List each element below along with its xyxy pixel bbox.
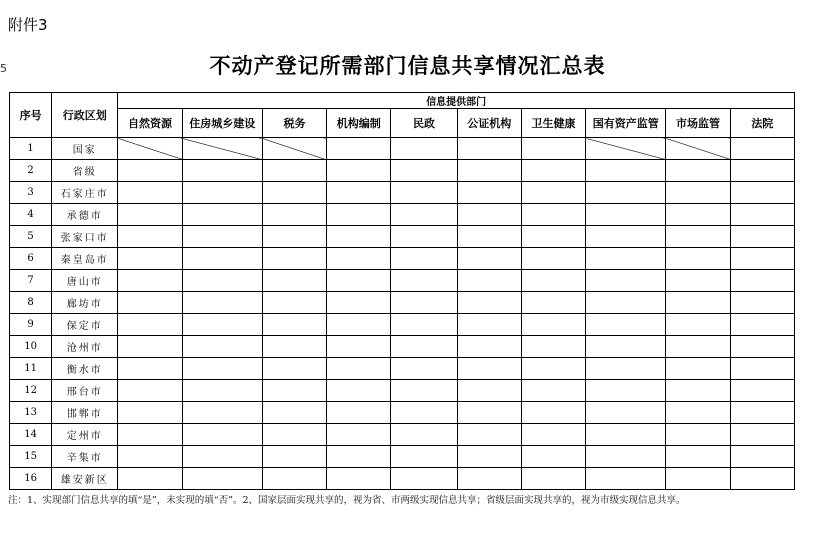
status-cell[interactable] [262, 424, 326, 446]
status-cell[interactable] [327, 358, 391, 380]
status-cell[interactable] [521, 424, 585, 446]
status-cell[interactable] [730, 138, 794, 160]
status-cell[interactable] [118, 270, 182, 292]
status-cell[interactable] [262, 160, 326, 182]
status-cell[interactable] [666, 204, 730, 226]
status-cell[interactable] [666, 248, 730, 270]
status-cell[interactable] [457, 292, 521, 314]
region-name: 国家 [52, 138, 118, 160]
summary-table [9, 92, 795, 490]
status-cell[interactable] [730, 204, 794, 226]
status-cell[interactable] [262, 358, 326, 380]
status-cell[interactable] [262, 314, 326, 336]
status-cell[interactable] [730, 270, 794, 292]
table-row [10, 138, 795, 160]
status-cell[interactable] [118, 358, 182, 380]
status-cell[interactable] [327, 468, 391, 490]
status-cell[interactable] [327, 402, 391, 424]
status-cell[interactable] [666, 270, 730, 292]
table-row [10, 402, 795, 424]
status-cell[interactable] [666, 182, 730, 204]
status-cell[interactable] [327, 160, 391, 182]
status-cell[interactable] [521, 468, 585, 490]
status-cell[interactable] [327, 446, 391, 468]
status-cell[interactable] [327, 424, 391, 446]
status-cell[interactable] [182, 226, 262, 248]
status-cell[interactable] [457, 160, 521, 182]
header-dept: 民政 [391, 109, 457, 138]
status-cell[interactable] [730, 468, 794, 490]
table-row [10, 248, 795, 270]
status-cell[interactable] [730, 380, 794, 402]
status-cell[interactable] [262, 380, 326, 402]
status-cell[interactable] [391, 138, 457, 160]
status-cell[interactable] [391, 204, 457, 226]
status-cell[interactable] [182, 402, 262, 424]
status-cell[interactable] [391, 468, 457, 490]
status-cell[interactable] [521, 314, 585, 336]
row-number: 16 [10, 468, 52, 490]
status-cell[interactable] [118, 424, 182, 446]
table-row [10, 446, 795, 468]
status-cell[interactable] [327, 248, 391, 270]
region-name: 承德市 [52, 204, 118, 226]
status-cell[interactable] [586, 358, 666, 380]
status-cell[interactable] [182, 160, 262, 182]
status-cell[interactable] [521, 446, 585, 468]
region-name: 张家口市 [52, 226, 118, 248]
status-cell[interactable] [118, 204, 182, 226]
status-cell[interactable] [262, 446, 326, 468]
region-name: 唐山市 [52, 270, 118, 292]
region-name: 辛集市 [52, 446, 118, 468]
status-cell[interactable] [327, 270, 391, 292]
status-cell[interactable] [391, 402, 457, 424]
status-cell[interactable] [118, 314, 182, 336]
status-cell[interactable] [182, 468, 262, 490]
status-cell[interactable] [457, 182, 521, 204]
status-cell[interactable] [391, 380, 457, 402]
status-cell[interactable] [118, 468, 182, 490]
status-cell[interactable] [262, 270, 326, 292]
table-row [10, 424, 795, 446]
not-applicable-cell [118, 138, 182, 160]
status-cell[interactable] [262, 248, 326, 270]
table-row [10, 336, 795, 358]
not-applicable-cell [586, 138, 666, 160]
status-cell[interactable] [182, 314, 262, 336]
status-cell[interactable] [730, 446, 794, 468]
status-cell[interactable] [118, 402, 182, 424]
status-cell[interactable] [262, 468, 326, 490]
status-cell[interactable] [262, 182, 326, 204]
status-cell[interactable] [586, 446, 666, 468]
status-cell[interactable] [521, 380, 585, 402]
status-cell[interactable] [182, 204, 262, 226]
status-cell[interactable] [457, 248, 521, 270]
region-name: 省级 [52, 160, 118, 182]
status-cell[interactable] [457, 204, 521, 226]
status-cell[interactable] [182, 446, 262, 468]
status-cell[interactable] [521, 204, 585, 226]
status-cell[interactable] [730, 402, 794, 424]
status-cell[interactable] [182, 380, 262, 402]
status-cell[interactable] [521, 226, 585, 248]
status-cell[interactable] [118, 226, 182, 248]
status-cell[interactable] [262, 336, 326, 358]
status-cell[interactable] [586, 182, 666, 204]
header-dept: 住房城乡建设 [182, 109, 262, 138]
region-name: 定州市 [52, 424, 118, 446]
status-cell[interactable] [730, 248, 794, 270]
table-row [10, 358, 795, 380]
region-name: 邢台市 [52, 380, 118, 402]
status-cell[interactable] [521, 402, 585, 424]
header-dept: 税务 [262, 109, 326, 138]
row-number: 5 [10, 226, 52, 248]
table-row [10, 226, 795, 248]
row-number: 2 [10, 160, 52, 182]
status-cell[interactable] [666, 468, 730, 490]
status-cell[interactable] [730, 182, 794, 204]
header-dept: 公证机构 [457, 109, 521, 138]
header-dept: 自然资源 [118, 109, 182, 138]
status-cell[interactable] [730, 292, 794, 314]
row-number: 1 [10, 138, 52, 160]
status-cell[interactable] [586, 204, 666, 226]
row-number: 9 [10, 314, 52, 336]
region-name: 沧州市 [52, 336, 118, 358]
header-seq: 序号 [10, 93, 52, 138]
region-name: 廊坊市 [52, 292, 118, 314]
status-cell[interactable] [327, 380, 391, 402]
status-cell[interactable] [457, 226, 521, 248]
status-cell[interactable] [391, 358, 457, 380]
status-cell[interactable] [118, 248, 182, 270]
status-cell[interactable] [521, 182, 585, 204]
status-cell[interactable] [666, 336, 730, 358]
status-cell[interactable] [730, 314, 794, 336]
region-name: 保定市 [52, 314, 118, 336]
status-cell[interactable] [182, 424, 262, 446]
status-cell[interactable] [586, 226, 666, 248]
row-number: 8 [10, 292, 52, 314]
status-cell[interactable] [586, 402, 666, 424]
region-name: 秦皇岛市 [52, 248, 118, 270]
table-row [10, 270, 795, 292]
status-cell[interactable] [586, 314, 666, 336]
status-cell[interactable] [730, 358, 794, 380]
status-cell[interactable] [457, 336, 521, 358]
region-name: 雄安新区 [52, 468, 118, 490]
status-cell[interactable] [118, 160, 182, 182]
status-cell[interactable] [586, 468, 666, 490]
row-number: 15 [10, 446, 52, 468]
region-name: 衡水市 [52, 358, 118, 380]
status-cell[interactable] [457, 402, 521, 424]
row-number: 3 [10, 182, 52, 204]
status-cell[interactable] [457, 446, 521, 468]
status-cell[interactable] [391, 182, 457, 204]
status-cell[interactable] [182, 182, 262, 204]
status-cell[interactable] [457, 358, 521, 380]
status-cell[interactable] [457, 424, 521, 446]
status-cell[interactable] [666, 424, 730, 446]
region-name: 石家庄市 [52, 182, 118, 204]
header-dept: 国有资产监管 [586, 109, 666, 138]
status-cell[interactable] [327, 226, 391, 248]
table-row [10, 314, 795, 336]
status-cell[interactable] [327, 314, 391, 336]
status-cell[interactable] [586, 248, 666, 270]
status-cell[interactable] [586, 160, 666, 182]
status-cell[interactable] [666, 380, 730, 402]
status-cell[interactable] [457, 314, 521, 336]
row-number: 11 [10, 358, 52, 380]
status-cell[interactable] [118, 182, 182, 204]
row-number: 7 [10, 270, 52, 292]
row-number: 12 [10, 380, 52, 402]
status-cell[interactable] [521, 138, 585, 160]
status-cell[interactable] [666, 292, 730, 314]
document-title: 不动产登记所需部门信息共享情况汇总表 [209, 53, 606, 78]
header-dept: 机构编制 [327, 109, 391, 138]
status-cell[interactable] [457, 138, 521, 160]
status-cell[interactable] [391, 314, 457, 336]
row-number: 13 [10, 402, 52, 424]
status-cell[interactable] [118, 380, 182, 402]
status-cell[interactable] [391, 226, 457, 248]
page-edge-mark: 5 [0, 62, 7, 75]
status-cell[interactable] [391, 336, 457, 358]
row-number: 4 [10, 204, 52, 226]
footnote: 注：1、实现部门信息共享的填“是”，未实现的填“否”。2、国家层面实现共享的，视为省、市两级实现信息共享；省级层面实现共享的，视为市级实现信息共享。 [8, 495, 686, 506]
table-row [10, 380, 795, 402]
status-cell[interactable] [586, 424, 666, 446]
not-applicable-cell [182, 138, 262, 160]
status-cell[interactable] [666, 160, 730, 182]
status-cell[interactable] [666, 358, 730, 380]
status-cell[interactable] [118, 446, 182, 468]
status-cell[interactable] [327, 336, 391, 358]
table-row [10, 468, 795, 490]
status-cell[interactable] [262, 204, 326, 226]
status-cell[interactable] [391, 292, 457, 314]
status-cell[interactable] [262, 226, 326, 248]
status-cell[interactable] [457, 270, 521, 292]
status-cell[interactable] [666, 446, 730, 468]
region-name: 邯郸市 [52, 402, 118, 424]
row-number: 14 [10, 424, 52, 446]
table-row [10, 182, 795, 204]
status-cell[interactable] [182, 358, 262, 380]
status-cell[interactable] [391, 248, 457, 270]
status-cell[interactable] [730, 160, 794, 182]
status-cell[interactable] [327, 204, 391, 226]
status-cell[interactable] [586, 336, 666, 358]
status-cell[interactable] [521, 270, 585, 292]
status-cell[interactable] [521, 292, 585, 314]
status-cell[interactable] [666, 226, 730, 248]
status-cell[interactable] [586, 292, 666, 314]
table-row [10, 292, 795, 314]
status-cell[interactable] [118, 292, 182, 314]
status-cell[interactable] [391, 270, 457, 292]
status-cell[interactable] [327, 182, 391, 204]
status-cell[interactable] [391, 446, 457, 468]
status-cell[interactable] [666, 402, 730, 424]
status-cell[interactable] [666, 314, 730, 336]
status-cell[interactable] [521, 248, 585, 270]
status-cell[interactable] [327, 138, 391, 160]
row-number: 6 [10, 248, 52, 270]
status-cell[interactable] [182, 248, 262, 270]
status-cell[interactable] [262, 402, 326, 424]
attachment-label: 附件3 [8, 16, 48, 34]
status-cell[interactable] [730, 424, 794, 446]
status-cell[interactable] [586, 270, 666, 292]
status-cell[interactable] [118, 336, 182, 358]
status-cell[interactable] [391, 424, 457, 446]
table-row [10, 160, 795, 182]
row-number: 10 [10, 336, 52, 358]
header-dept: 法院 [730, 109, 794, 138]
status-cell[interactable] [327, 292, 391, 314]
table-row [10, 204, 795, 226]
status-cell[interactable] [182, 292, 262, 314]
header-dept: 市场监管 [666, 109, 730, 138]
header-region: 行政区划 [52, 93, 118, 138]
status-cell[interactable] [586, 380, 666, 402]
status-cell[interactable] [182, 270, 262, 292]
status-cell[interactable] [521, 336, 585, 358]
status-cell[interactable] [521, 160, 585, 182]
status-cell[interactable] [262, 292, 326, 314]
status-cell[interactable] [182, 336, 262, 358]
header-provider-group: 信息提供部门 [118, 93, 795, 109]
header-dept: 卫生健康 [521, 109, 585, 138]
status-cell[interactable] [457, 380, 521, 402]
status-cell[interactable] [457, 468, 521, 490]
status-cell[interactable] [521, 358, 585, 380]
not-applicable-cell [262, 138, 326, 160]
status-cell[interactable] [730, 226, 794, 248]
status-cell[interactable] [730, 336, 794, 358]
status-cell[interactable] [391, 160, 457, 182]
not-applicable-cell [666, 138, 730, 160]
